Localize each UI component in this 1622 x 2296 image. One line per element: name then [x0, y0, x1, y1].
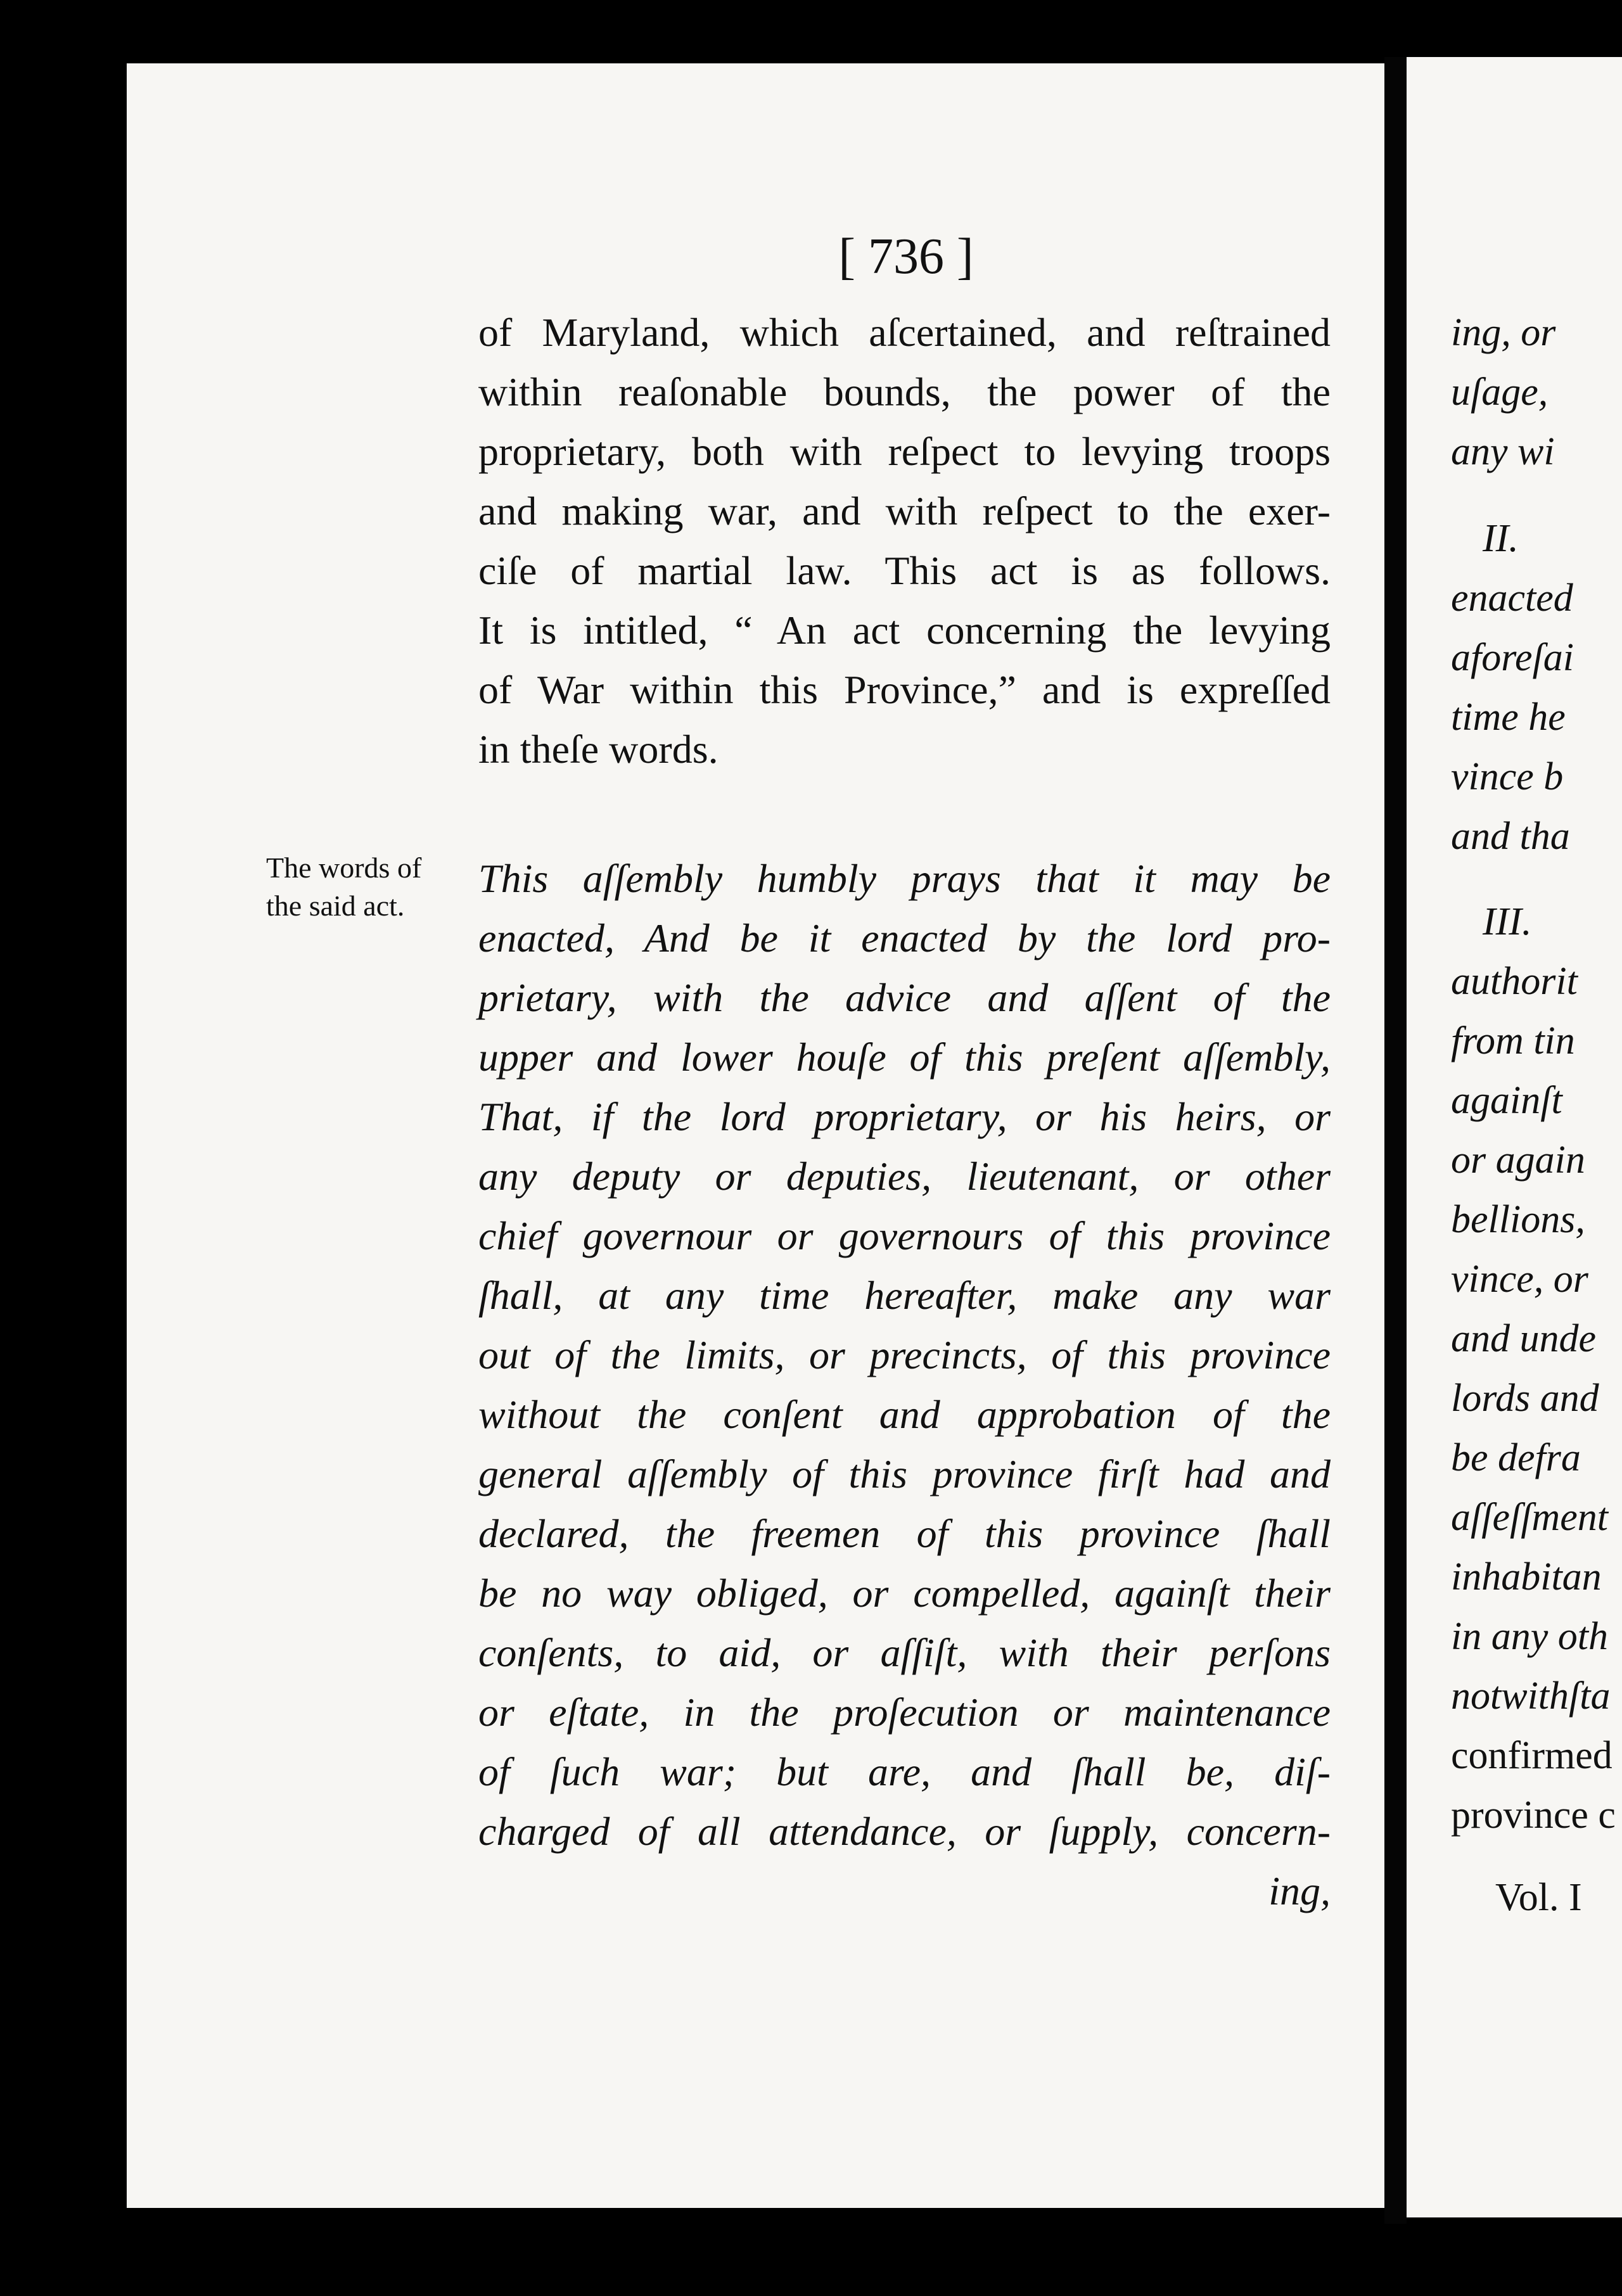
facing-line: ing, or: [1451, 311, 1556, 354]
body-line: ciſe of martial law. This act is as follows.: [478, 548, 1331, 593]
facing-line: from tin: [1451, 1019, 1575, 1062]
act-line: chief governour or governours of this province: [478, 1213, 1331, 1258]
act-line: upper and lower houſe of this preſent aſſembly,: [478, 1035, 1331, 1080]
facing-signature: Vol. I: [1495, 1876, 1582, 1919]
act-line: of ſuch war; but are, and ſhall be, diſ-: [478, 1749, 1331, 1794]
facing-line: aſſeſſment: [1451, 1496, 1608, 1539]
facing-line: aforeſai: [1451, 636, 1574, 679]
body-line: and making war, and with reſpect to the exer-: [478, 488, 1331, 533]
body-line: of War within this Province,” and is expreſſed: [478, 667, 1331, 712]
body-line: It is intitled, “ An act concerning the levying: [478, 608, 1331, 653]
act-line: conſents, to aid, or aſſiſt, with their perſons: [478, 1630, 1331, 1675]
facing-line: lords and: [1451, 1377, 1599, 1420]
facing-line: notwithſta: [1451, 1674, 1611, 1718]
facing-line: and unde: [1451, 1317, 1597, 1360]
act-line: any deputy or deputies, lieutenant, or other: [478, 1154, 1331, 1199]
facing-line: authorit: [1451, 960, 1578, 1003]
act-line: ſhall, at any time hereafter, make any war: [478, 1273, 1331, 1318]
facing-line: II.: [1483, 517, 1519, 560]
margin-note-line: the said act.: [266, 890, 405, 922]
facing-line: uſage,: [1451, 371, 1549, 414]
act-line: be no way obliged, or compelled, againſt their: [478, 1571, 1331, 1616]
facing-line: vince, or: [1451, 1258, 1588, 1301]
act-line: declared, the freemen of this province ſhall: [478, 1511, 1331, 1556]
body-line: of Maryland, which aſcertained, and reſtrained: [478, 310, 1331, 355]
act-line: out of the limits, or precincts, of this province: [478, 1332, 1331, 1377]
catchword: ing,: [1268, 1868, 1331, 1913]
facing-line: time he: [1451, 696, 1566, 739]
body-line: in theſe words.: [478, 727, 718, 772]
act-line: without the conſent and approbation of the: [478, 1392, 1331, 1437]
act-line: or eſtate, in the proſecution or maintenance: [478, 1690, 1331, 1735]
facing-line: province c: [1451, 1794, 1616, 1837]
margin-note: [266, 849, 475, 925]
margin-note-line: The words of: [266, 851, 422, 884]
facing-line: enacted: [1451, 577, 1573, 620]
facing-line: III.: [1483, 900, 1532, 943]
facing-line: vince b: [1451, 755, 1564, 798]
act-line: That, if the lord proprietary, or his heirs, or: [478, 1094, 1331, 1139]
facing-line: againſt: [1451, 1079, 1562, 1122]
act-line: prietary, with the advice and aſſent of the: [478, 975, 1331, 1020]
facing-line: confirmed: [1451, 1734, 1612, 1777]
facing-line: in any oth: [1451, 1615, 1608, 1658]
facing-line: be defra: [1451, 1436, 1581, 1479]
page-header: [ 736 ]: [838, 229, 974, 284]
page-gutter: [1384, 57, 1407, 2224]
facing-line: and tha: [1451, 815, 1570, 858]
act-line: enacted, And be it enacted by the lord pro-: [478, 915, 1331, 960]
act-line: charged of all attendance, or ſupply, concern-: [478, 1809, 1331, 1854]
facing-line: inhabitan: [1451, 1555, 1602, 1598]
facing-line: bellions,: [1451, 1198, 1585, 1241]
body-line: proprietary, both with reſpect to levying troops: [478, 429, 1331, 474]
facing-line: any wi: [1451, 430, 1555, 473]
facing-line: or again: [1451, 1138, 1585, 1182]
act-line: This aſſembly humbly prays that it may be: [478, 856, 1331, 901]
body-line: within reaſonable bounds, the power of the: [478, 369, 1331, 414]
act-line: general aſſembly of this province firſt had and: [478, 1451, 1331, 1496]
